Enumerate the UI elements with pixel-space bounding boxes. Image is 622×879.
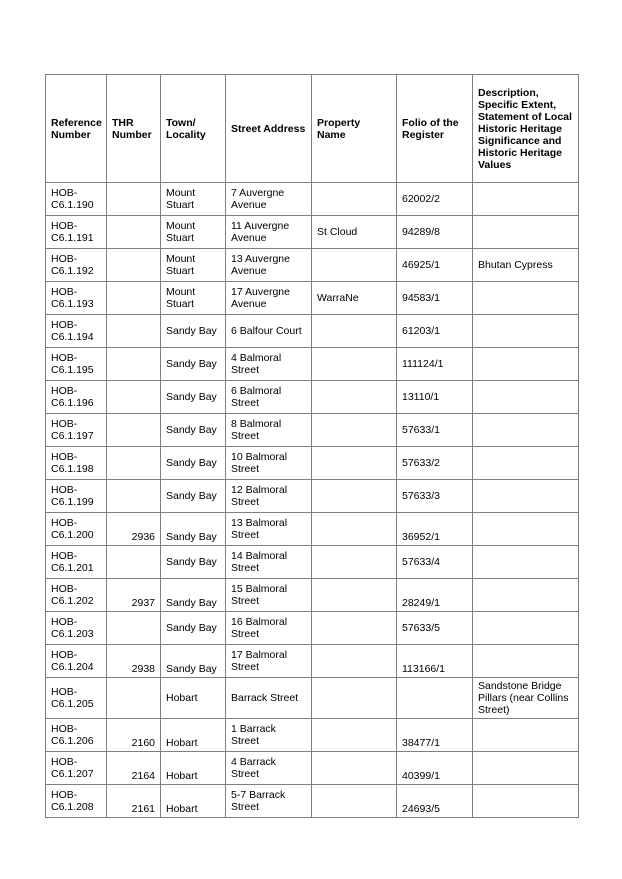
cell-folio: 57633/4 (397, 546, 473, 579)
cell-street-address: 17 Balmoral Street (226, 645, 312, 678)
cell-folio: 38477/1 (397, 719, 473, 752)
cell-street-address: Barrack Street (226, 678, 312, 719)
cell-property-name (312, 183, 397, 216)
table-row (46, 282, 579, 315)
cell-thr-number (107, 249, 161, 282)
header-thr-number: THR Number (107, 75, 161, 183)
cell-property-name (312, 447, 397, 480)
cell-thr-number: 2160 (107, 719, 161, 752)
cell-thr-number (107, 282, 161, 315)
cell-town-locality: Mount Stuart (161, 282, 226, 315)
cell-street-address: 13 Auvergne Avenue (226, 249, 312, 282)
cell-property-name (312, 645, 397, 678)
cell-folio: 24693/5 (397, 785, 473, 818)
cell-description (473, 480, 579, 513)
table-row (46, 183, 579, 216)
table-row (46, 645, 579, 678)
table-row (46, 579, 579, 612)
cell-street-address: 6 Balfour Court (226, 315, 312, 348)
cell-thr-number (107, 546, 161, 579)
cell-street-address: 17 Auvergne Avenue (226, 282, 312, 315)
cell-description (473, 719, 579, 752)
cell-town-locality: Sandy Bay (161, 579, 226, 612)
cell-reference-number: HOB-C6.1.205 (46, 678, 107, 719)
cell-reference-number: HOB-C6.1.202 (46, 579, 107, 612)
cell-folio: 40399/1 (397, 752, 473, 785)
cell-description (473, 513, 579, 546)
cell-property-name (312, 249, 397, 282)
cell-folio: 57633/5 (397, 612, 473, 645)
cell-property-name (312, 513, 397, 546)
cell-description (473, 348, 579, 381)
cell-description (473, 414, 579, 447)
cell-town-locality: Sandy Bay (161, 513, 226, 546)
cell-thr-number: 2164 (107, 752, 161, 785)
cell-thr-number (107, 183, 161, 216)
cell-description (473, 612, 579, 645)
table-row (46, 612, 579, 645)
cell-description (473, 546, 579, 579)
cell-folio: 94289/8 (397, 216, 473, 249)
cell-folio: 61203/1 (397, 315, 473, 348)
cell-property-name (312, 678, 397, 719)
cell-thr-number (107, 348, 161, 381)
cell-reference-number: HOB-C6.1.208 (46, 785, 107, 818)
cell-property-name (312, 579, 397, 612)
cell-folio: 94583/1 (397, 282, 473, 315)
cell-property-name (312, 315, 397, 348)
table-body (46, 183, 579, 818)
cell-thr-number: 2936 (107, 513, 161, 546)
cell-town-locality: Mount Stuart (161, 249, 226, 282)
table-row (46, 513, 579, 546)
cell-town-locality: Sandy Bay (161, 315, 226, 348)
cell-reference-number: HOB-C6.1.195 (46, 348, 107, 381)
cell-description (473, 381, 579, 414)
cell-thr-number (107, 414, 161, 447)
cell-reference-number: HOB-C6.1.196 (46, 381, 107, 414)
cell-street-address: 5-7 Barrack Street (226, 785, 312, 818)
cell-thr-number (107, 315, 161, 348)
cell-property-name: WarraNe (312, 282, 397, 315)
table-row (46, 719, 579, 752)
cell-reference-number: HOB-C6.1.207 (46, 752, 107, 785)
cell-street-address: 4 Barrack Street (226, 752, 312, 785)
header-description: Description, Specific Extent, Statement of Local Historic Heritage Significance and Historic Heritage Values (473, 75, 579, 183)
cell-town-locality: Sandy Bay (161, 480, 226, 513)
cell-thr-number (107, 612, 161, 645)
table-row (46, 480, 579, 513)
cell-reference-number: HOB-C6.1.192 (46, 249, 107, 282)
heritage-register-table (45, 74, 579, 818)
cell-town-locality: Hobart (161, 678, 226, 719)
cell-reference-number: HOB-C6.1.190 (46, 183, 107, 216)
cell-folio: 13110/1 (397, 381, 473, 414)
cell-reference-number: HOB-C6.1.198 (46, 447, 107, 480)
cell-street-address: 12 Balmoral Street (226, 480, 312, 513)
cell-street-address: 15 Balmoral Street (226, 579, 312, 612)
header-street-address: Street Address (226, 75, 312, 183)
cell-street-address: 6 Balmoral Street (226, 381, 312, 414)
cell-reference-number: HOB-C6.1.204 (46, 645, 107, 678)
cell-description (473, 183, 579, 216)
cell-reference-number: HOB-C6.1.197 (46, 414, 107, 447)
cell-street-address: 14 Balmoral Street (226, 546, 312, 579)
cell-town-locality: Sandy Bay (161, 381, 226, 414)
cell-thr-number (107, 447, 161, 480)
table-row (46, 348, 579, 381)
cell-reference-number: HOB-C6.1.200 (46, 513, 107, 546)
cell-property-name (312, 785, 397, 818)
table-row (46, 752, 579, 785)
cell-property-name (312, 719, 397, 752)
cell-street-address: 1 Barrack Street (226, 719, 312, 752)
cell-property-name (312, 480, 397, 513)
cell-reference-number: HOB-C6.1.203 (46, 612, 107, 645)
cell-thr-number: 2938 (107, 645, 161, 678)
header-town-locality: Town/ Locality (161, 75, 226, 183)
cell-folio: 28249/1 (397, 579, 473, 612)
cell-reference-number: HOB-C6.1.193 (46, 282, 107, 315)
cell-folio: 36952/1 (397, 513, 473, 546)
header-property-name: Property Name (312, 75, 397, 183)
cell-description (473, 282, 579, 315)
cell-property-name (312, 752, 397, 785)
table-row (46, 785, 579, 818)
cell-town-locality: Hobart (161, 719, 226, 752)
cell-folio: 46925/1 (397, 249, 473, 282)
cell-thr-number (107, 216, 161, 249)
cell-property-name (312, 381, 397, 414)
cell-description (473, 216, 579, 249)
cell-description: Bhutan Cypress (473, 249, 579, 282)
cell-town-locality: Sandy Bay (161, 348, 226, 381)
cell-property-name (312, 348, 397, 381)
cell-town-locality: Hobart (161, 752, 226, 785)
table-row (46, 381, 579, 414)
cell-property-name (312, 546, 397, 579)
cell-reference-number: HOB-C6.1.206 (46, 719, 107, 752)
cell-thr-number: 2937 (107, 579, 161, 612)
cell-street-address: 8 Balmoral Street (226, 414, 312, 447)
cell-street-address: 7 Auvergne Avenue (226, 183, 312, 216)
cell-reference-number: HOB-C6.1.201 (46, 546, 107, 579)
cell-description: Sandstone Bridge Pillars (near Collins Street) (473, 678, 579, 719)
cell-town-locality: Sandy Bay (161, 645, 226, 678)
table-row (46, 414, 579, 447)
cell-folio (397, 678, 473, 719)
cell-property-name (312, 414, 397, 447)
cell-thr-number (107, 678, 161, 719)
cell-reference-number: HOB-C6.1.194 (46, 315, 107, 348)
cell-description (473, 752, 579, 785)
cell-folio: 113166/1 (397, 645, 473, 678)
cell-town-locality: Mount Stuart (161, 216, 226, 249)
cell-description (473, 645, 579, 678)
cell-reference-number: HOB-C6.1.191 (46, 216, 107, 249)
cell-description (473, 315, 579, 348)
cell-street-address: 13 Balmoral Street (226, 513, 312, 546)
cell-description (473, 579, 579, 612)
cell-folio: 62002/2 (397, 183, 473, 216)
cell-town-locality: Sandy Bay (161, 414, 226, 447)
header-reference-number: Reference Number (46, 75, 107, 183)
cell-street-address: 16 Balmoral Street (226, 612, 312, 645)
cell-town-locality: Mount Stuart (161, 183, 226, 216)
cell-property-name: St Cloud (312, 216, 397, 249)
header-row (46, 75, 579, 183)
cell-town-locality: Hobart (161, 785, 226, 818)
cell-folio: 57633/1 (397, 414, 473, 447)
cell-folio: 57633/3 (397, 480, 473, 513)
cell-folio: 57633/2 (397, 447, 473, 480)
table-row (46, 216, 579, 249)
cell-town-locality: Sandy Bay (161, 447, 226, 480)
cell-description (473, 447, 579, 480)
table-row (46, 447, 579, 480)
table-row (46, 315, 579, 348)
cell-description (473, 785, 579, 818)
cell-street-address: 10 Balmoral Street (226, 447, 312, 480)
cell-thr-number: 2161 (107, 785, 161, 818)
cell-thr-number (107, 381, 161, 414)
cell-folio: 111124/1 (397, 348, 473, 381)
cell-reference-number: HOB-C6.1.199 (46, 480, 107, 513)
cell-street-address: 11 Auvergne Avenue (226, 216, 312, 249)
cell-street-address: 4 Balmoral Street (226, 348, 312, 381)
table-row (46, 678, 579, 719)
cell-town-locality: Sandy Bay (161, 546, 226, 579)
cell-thr-number (107, 480, 161, 513)
cell-town-locality: Sandy Bay (161, 612, 226, 645)
header-folio: Folio of the Register (397, 75, 473, 183)
table-row (46, 546, 579, 579)
table-row (46, 249, 579, 282)
cell-property-name (312, 612, 397, 645)
